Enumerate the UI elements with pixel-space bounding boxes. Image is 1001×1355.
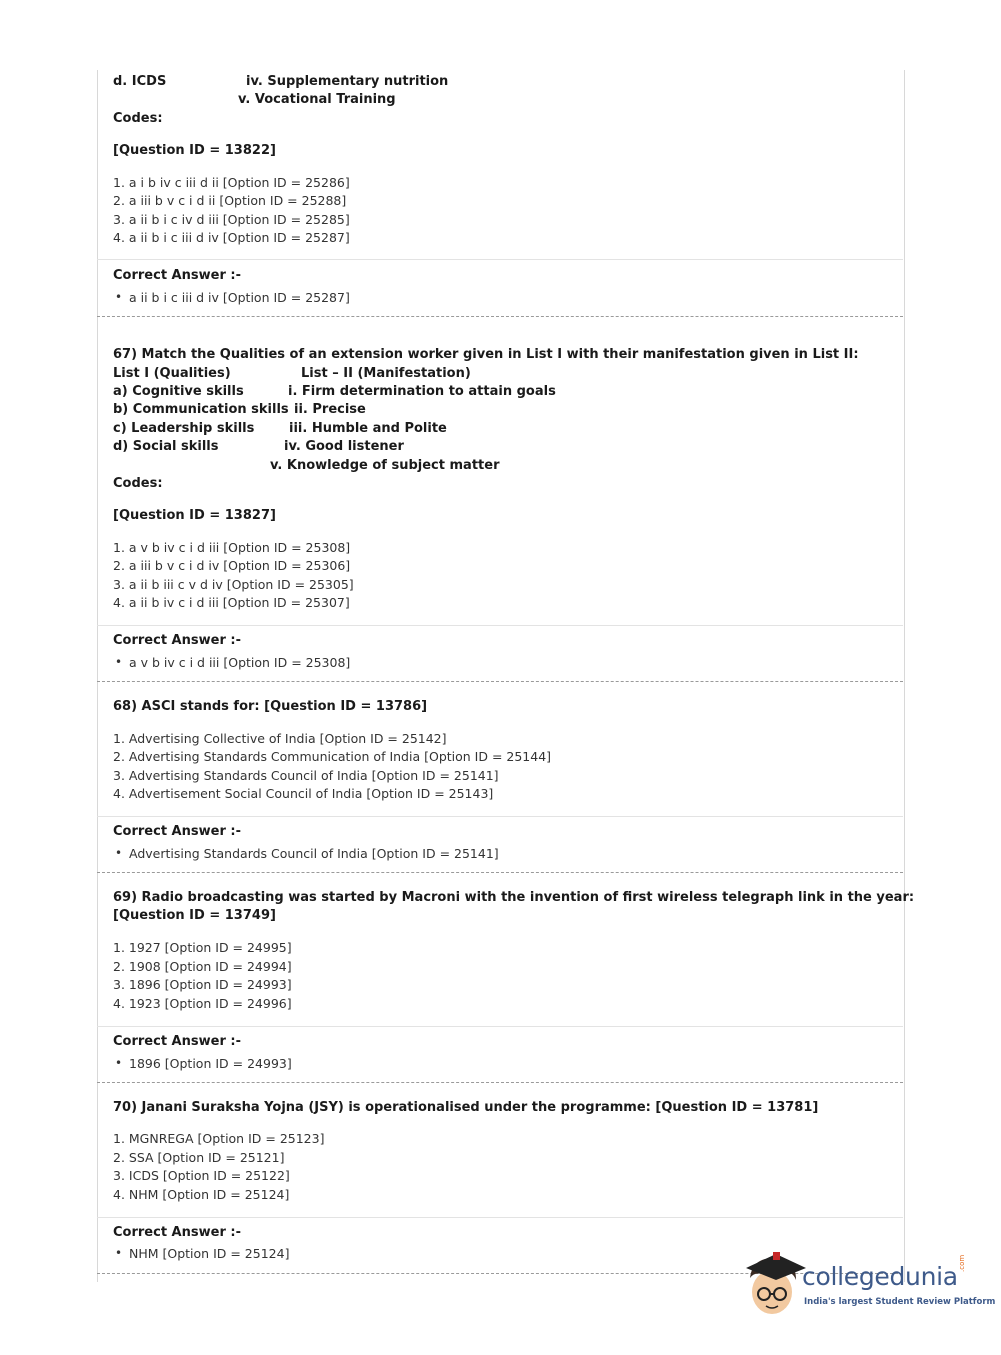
- q67-row-c-right: iii. Humble and Polite: [289, 421, 447, 436]
- question-separator: [97, 872, 903, 873]
- q67-option-2: 2. a iii b v c i d iv [Option ID = 25306]: [113, 558, 351, 573]
- q69-correct-label: Correct Answer :-: [113, 1034, 241, 1049]
- q66-row-d-right: iv. Supplementary nutrition: [246, 74, 449, 89]
- q67-row-d-left: d) Social skills: [113, 439, 219, 454]
- q67-row-b-right: ii. Precise: [294, 402, 366, 417]
- q67-codes: Codes:: [113, 476, 163, 491]
- q69-question-id: [Question ID = 13749]: [113, 908, 276, 923]
- q67-row-a-left: a) Cognitive skills: [113, 384, 244, 399]
- q68-correct-label: Correct Answer :-: [113, 824, 241, 839]
- q66-option-1: 1. a i b iv c iii d ii [Option ID = 25286]: [113, 175, 350, 190]
- q70-correct-label: Correct Answer :-: [113, 1225, 241, 1240]
- q68-option-4: 4. Advertisement Social Council of India [Option ID = 25143]: [113, 786, 494, 801]
- q66-question-id: [Question ID = 13822]: [113, 143, 276, 158]
- q66-option-2: 2. a iii b v c i d ii [Option ID = 25288]: [113, 193, 347, 208]
- q67-correct-answer: • a v b iv c i d iii [Option ID = 25308]: [129, 655, 350, 670]
- q68-question: 68) ASCI stands for: [Question ID = 13786]: [113, 699, 428, 714]
- q68-correct-answer: • Advertising Standards Council of India [Option ID = 25141]: [129, 846, 499, 861]
- q67-row-a-right: i. Firm determination to attain goals: [288, 384, 556, 399]
- logo-wordmark: collegedunia: [802, 1262, 958, 1291]
- q66-codes: Codes:: [113, 111, 163, 126]
- q69-option-2: 2. 1908 [Option ID = 24994]: [113, 959, 292, 974]
- q69-option-4: 4. 1923 [Option ID = 24996]: [113, 996, 292, 1011]
- q70-option-2: 2. SSA [Option ID = 25121]: [113, 1150, 285, 1165]
- logo-tagline: India's largest Student Review Platform: [804, 1297, 996, 1307]
- divider: [97, 625, 903, 626]
- q67-option-4: 4. a ii b iv c i d iii [Option ID = 25307]: [113, 595, 350, 610]
- q67-correct-label: Correct Answer :-: [113, 633, 241, 648]
- q67-question-id: [Question ID = 13827]: [113, 508, 276, 523]
- q67-option-1: 1. a v b iv c i d iii [Option ID = 25308]: [113, 540, 351, 555]
- q67-row-b-left: b) Communication skills: [113, 402, 289, 417]
- question-separator: [97, 681, 903, 682]
- logo-suffix: .com: [958, 1254, 966, 1272]
- q66-row-d-left: d. ICDS: [113, 74, 167, 89]
- divider: [97, 816, 903, 817]
- divider: [97, 1217, 903, 1218]
- q69-option-3: 3. 1896 [Option ID = 24993]: [113, 977, 292, 992]
- divider: [97, 259, 903, 260]
- q68-option-2: 2. Advertising Standards Communication of India [Option ID = 25144]: [113, 749, 552, 764]
- q67-row-c-left: c) Leadership skills: [113, 421, 255, 436]
- q66-row-v: v. Vocational Training: [238, 92, 396, 107]
- q66-option-3: 3. a ii b i c iv d iii [Option ID = 25285]: [113, 212, 350, 227]
- q70-option-3: 3. ICDS [Option ID = 25122]: [113, 1168, 290, 1183]
- q70-correct-answer: • NHM [Option ID = 25124]: [129, 1246, 289, 1261]
- q67-list1-heading: List I (Qualities): [113, 366, 231, 381]
- divider: [97, 1026, 903, 1027]
- q69-question: 69) Radio broadcasting was started by Macroni with the invention of first wireless telegraph link in the year:: [113, 890, 915, 905]
- q67-option-3: 3. a ii b iii c v d iv [Option ID = 25305]: [113, 577, 354, 592]
- q70-option-1: 1. MGNREGA [Option ID = 25123]: [113, 1131, 325, 1146]
- q70-option-4: 4. NHM [Option ID = 25124]: [113, 1187, 290, 1202]
- q69-correct-answer: • 1896 [Option ID = 24993]: [129, 1056, 292, 1071]
- q66-option-4: 4. a ii b i c iii d iv [Option ID = 25287]: [113, 230, 350, 245]
- q69-option-1: 1. 1927 [Option ID = 24995]: [113, 940, 292, 955]
- question-separator: [97, 1082, 903, 1083]
- q66-correct-answer: • a ii b i c iii d iv [Option ID = 25287]: [129, 290, 350, 305]
- question-separator: [97, 316, 903, 317]
- q67-list2-heading: List – II (Manifestation): [301, 366, 471, 381]
- q68-option-3: 3. Advertising Standards Council of India [Option ID = 25141]: [113, 768, 499, 783]
- q66-correct-label: Correct Answer :-: [113, 268, 241, 283]
- q67-row-d-right: iv. Good listener: [284, 439, 404, 454]
- q70-question: 70) Janani Suraksha Yojna (JSY) is operationalised under the programme: [Question ID = 13781]: [113, 1100, 819, 1115]
- q67-question: 67) Match the Qualities of an extension worker given in List I with their manifestation given in List II:: [113, 347, 859, 362]
- q68-option-1: 1. Advertising Collective of India [Option ID = 25142]: [113, 731, 447, 746]
- q67-row-v: v. Knowledge of subject matter: [270, 458, 500, 473]
